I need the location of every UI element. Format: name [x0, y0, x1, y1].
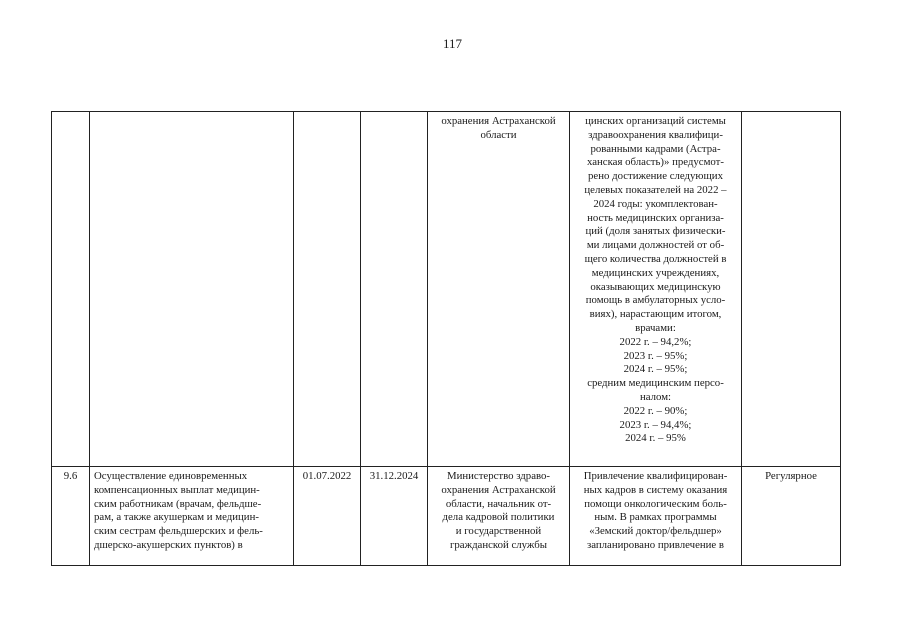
result-line: 2022 г. – 94,2%;: [619, 335, 692, 348]
measure-line: ским работникам (врачам, фельдше-: [94, 497, 262, 510]
result-line: Привлечение квалифицирован-: [583, 470, 728, 482]
responsible-line: дела кадровой политики: [442, 511, 555, 524]
cell-periodicity: [742, 112, 841, 467]
result-line: 2023 г. – 95%;: [623, 349, 688, 362]
cell-responsible: охранения Астраханской области: [428, 112, 570, 467]
cell-measure: [90, 112, 294, 467]
cell-end-date: 31.12.2024: [361, 467, 428, 566]
cell-start-date: 01.07.2022: [294, 467, 361, 566]
result-line: медицинских учреждениях,: [591, 266, 720, 279]
result-line: целевых показателей на 2022 –: [584, 183, 727, 196]
cell-start-date: [294, 112, 361, 467]
cell-responsible: [428, 467, 570, 566]
responsible-line: гражданской службы: [449, 538, 547, 551]
result-line: ций (доля занятых физически-: [585, 225, 726, 238]
result-line: рованными кадрами (Астра-: [590, 142, 721, 155]
cell-measure: [90, 467, 294, 566]
result-line: запланировано привлечение в: [586, 538, 725, 551]
result-line: рено достижение следующих: [588, 170, 723, 183]
result-line: 2024 г. – 95%;: [623, 363, 688, 376]
result-line: 2024 г. – 95%: [625, 432, 686, 445]
result-line: ным. В рамках программы: [594, 511, 717, 524]
result-line: ханская область)» предусмот-: [586, 156, 724, 169]
cell-number: [52, 112, 90, 467]
result-line: щего количества должностей в: [584, 252, 727, 265]
result-line: средним медицинским персо-: [587, 377, 724, 390]
cell-number: 9.6: [52, 467, 90, 566]
result-line: врачами:: [635, 321, 676, 334]
cell-end-date: [361, 112, 428, 467]
measure-line: рам, а также акушеркам и медицин-: [94, 511, 259, 524]
cell-periodicity: Регулярное: [742, 467, 841, 566]
measure-line: ским сестрам фельдшерских и фель-: [94, 525, 263, 538]
measures-table: [51, 111, 841, 566]
result-line: виях), нарастающим итогом,: [589, 308, 722, 321]
page-number: 117: [442, 36, 463, 51]
responsible-line: и государственной: [455, 525, 542, 538]
result-line: налом:: [639, 390, 672, 403]
measure-line: компенсационных выплат медицин-: [94, 483, 260, 496]
result-line: цинских организаций системы: [585, 115, 726, 127]
responsible-line: охранения Астраханской: [441, 483, 556, 496]
result-line: помощи онкологическим боль-: [584, 497, 727, 510]
result-line: 2023 г. – 94,4%;: [619, 418, 692, 431]
result-line: «Земский доктор/фельдшер»: [589, 525, 722, 538]
result-line: 2022 г. – 90%;: [623, 404, 688, 417]
responsible-line: Министерство здраво-: [446, 470, 551, 482]
result-line: ми лицами должностей от об-: [586, 239, 725, 252]
cell-result: [570, 112, 742, 467]
result-line: оказывающих медицинскую: [590, 280, 721, 293]
table-row: [52, 112, 841, 467]
table-row: [52, 467, 841, 566]
result-line: ных кадров в систему оказания: [583, 483, 728, 496]
result-line: помощь в амбулаторных усло-: [585, 294, 726, 307]
result-line: здравоохранения квалифици-: [588, 128, 723, 141]
responsible-line: области, начальник от-: [445, 497, 552, 510]
result-line: 2024 годы: укомплектован-: [593, 197, 718, 210]
measure-line: Осуществление единовременных: [94, 470, 248, 482]
result-line: ность медицинских организа-: [587, 211, 724, 224]
measure-line: дшерско-акушерских пунктов) в: [94, 538, 243, 551]
cell-result: [570, 467, 742, 566]
